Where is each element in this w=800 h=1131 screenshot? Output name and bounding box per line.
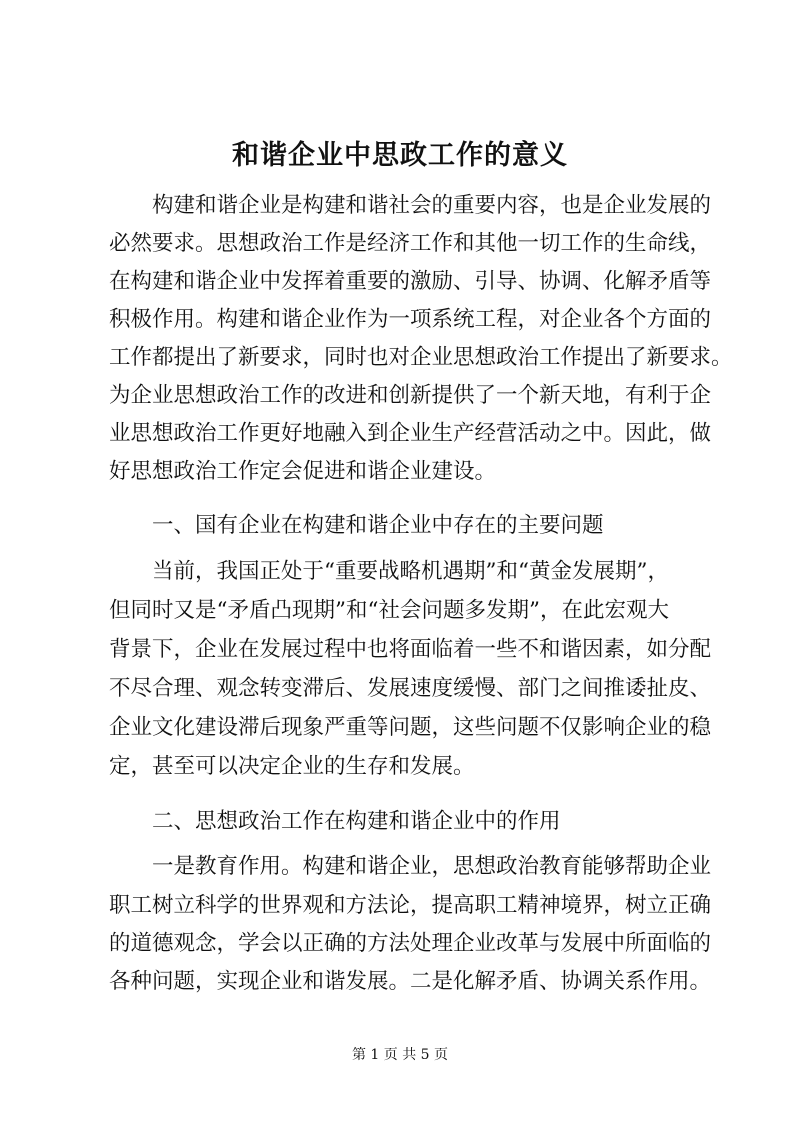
body-line: 积极作用。构建和谐企业作为一项系统工程，对企业各个方面的 [109,307,712,332]
body-line: 的道德观念，学会以正确的方法处理企业改革与发展中所面临的 [109,931,712,956]
body-line: 在构建和谐企业中发挥着重要的激励、引导、协调、化解矛盾等 [109,269,712,294]
body-line: 工作都提出了新要求，同时也对企业思想政治工作提出了新要求。 [109,345,733,370]
body-line: 背景下，企业在发展过程中也将面临着一些不和谐因素，如分配 [109,637,712,662]
page-number-footer: 第 1 页 共 5 页 [351,1047,449,1063]
body-line: 不尽合理、观念转变滞后、发展速度缓慢、部门之间推诿扯皮、 [109,676,712,701]
document-title: 和谐企业中思政工作的意义 [232,140,568,171]
body-line: 业思想政治工作更好地融入到企业生产经营活动之中。因此，做 [109,421,712,446]
body-line: 构建和谐企业是构建和谐社会的重要内容，也是企业发展的 [152,193,712,218]
body-line: 各种问题，实现企业和谐发展。二是化解矛盾、协调关系作用。 [109,969,712,994]
body-line: 但同时又是“矛盾凸现期”和“社会问题多发期”，在此宏观大 [109,598,669,623]
body-line: 企业文化建设滞后现象严重等问题，这些问题不仅影响企业的稳 [109,715,712,740]
body-line: 好思想政治工作定会促进和谐企业建设。 [109,459,497,484]
section-heading: 一、国有企业在构建和谐企业中存在的主要问题 [152,513,604,538]
body-line: 当前，我国正处于“重要战略机遇期”和“黄金发展期”， [152,559,669,584]
section-heading: 二、思想政治工作在构建和谐企业中的作用 [152,809,561,834]
body-line: 职工树立科学的世界观和方法论，提高职工精神境界，树立正确 [109,893,712,918]
body-line: 定，甚至可以决定企业的生存和发展。 [109,754,475,779]
body-line: 必然要求。思想政治工作是经济工作和其他一切工作的生命线， [109,231,712,256]
body-line: 为企业思想政治工作的改进和创新提供了一个新天地，有利于企 [109,383,712,408]
body-line: 一是教育作用。构建和谐企业，思想政治教育能够帮助企业 [152,854,712,879]
